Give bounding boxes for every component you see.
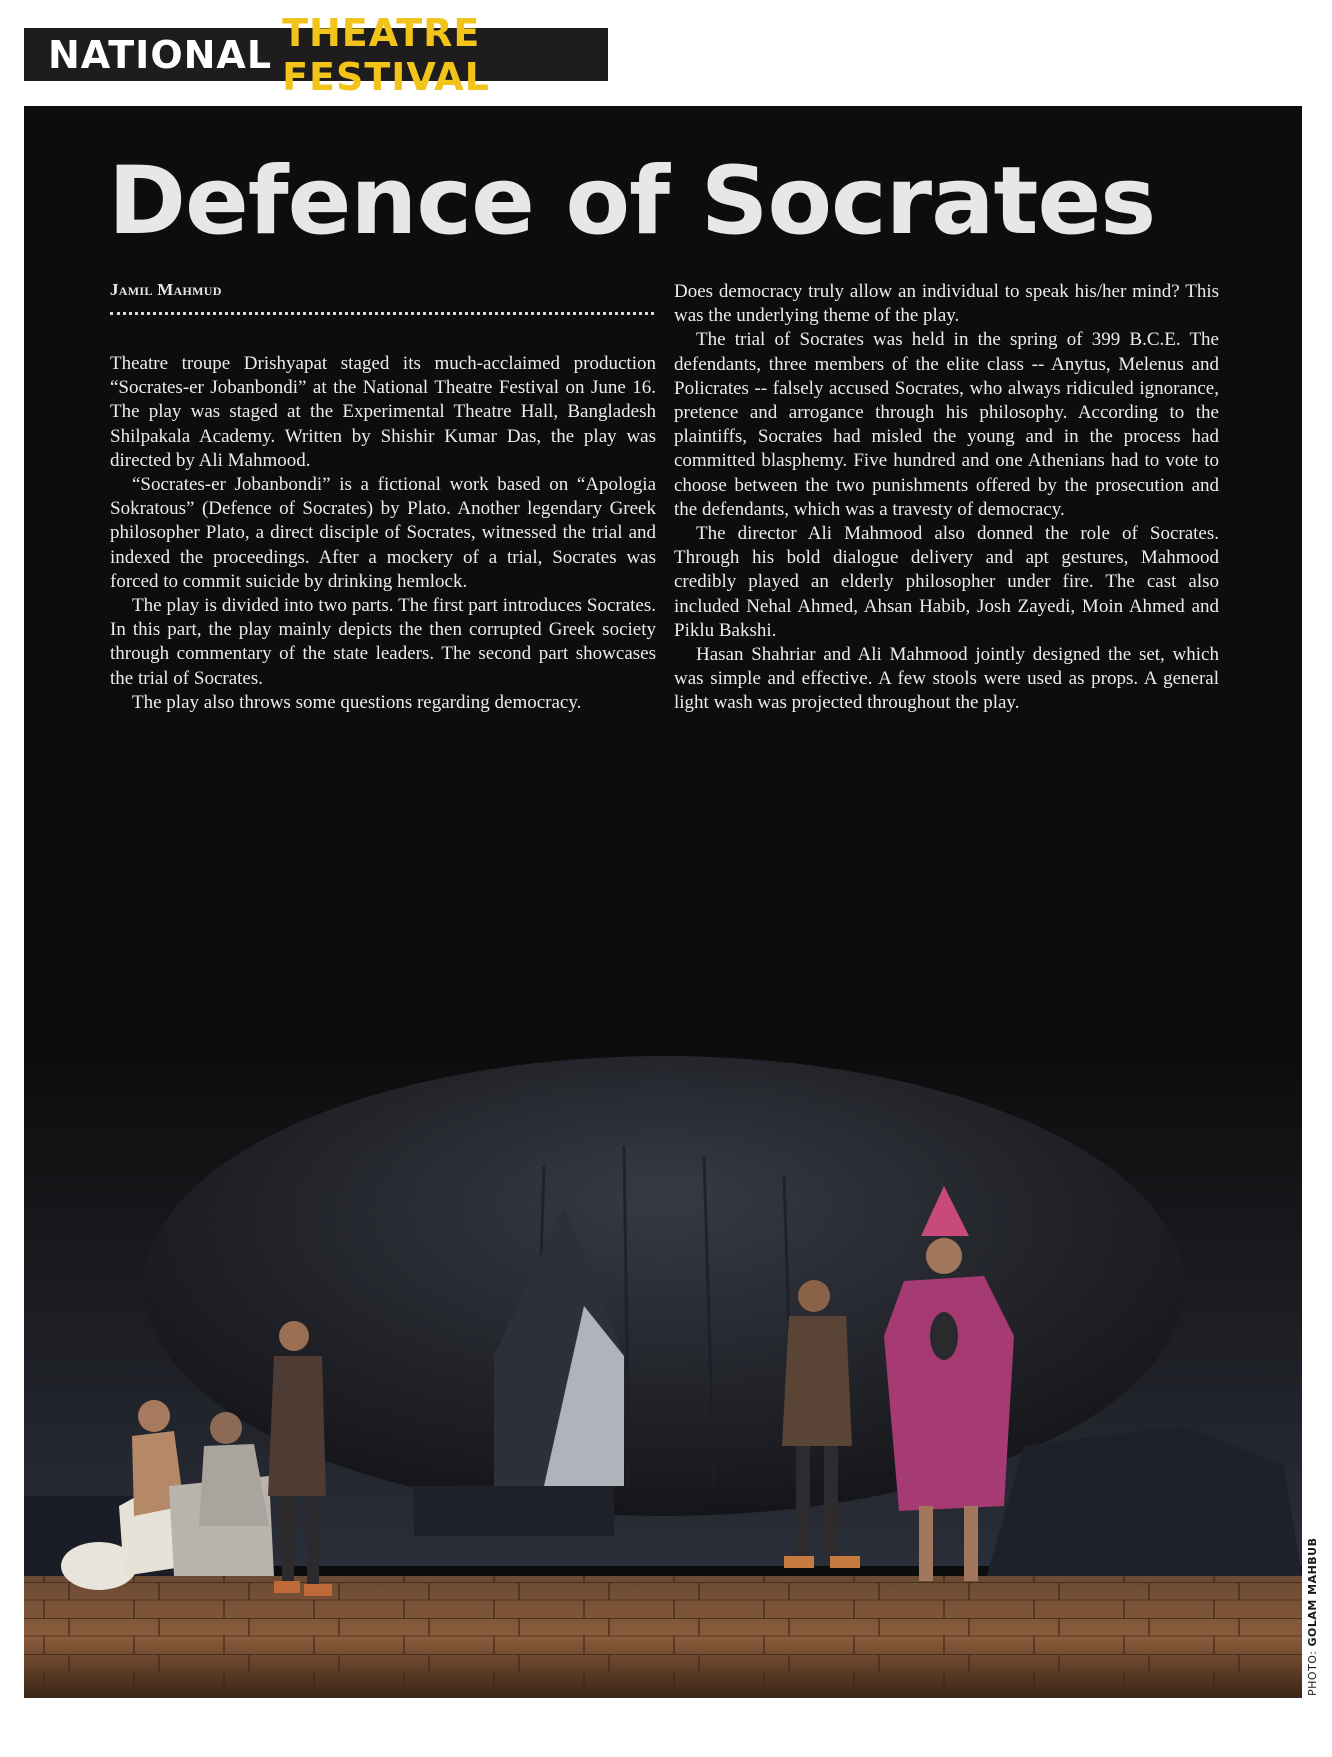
photo-credit-name: GOLAM MAHBUB bbox=[1306, 1537, 1319, 1647]
paragraph: Theatre troupe Drishyapat staged its much-acclaimed production “Socrates-er Jobanbondi” at the National Theatre Festival on June 16. The play was staged at the Experimental Theatre Hall, Bangladesh Shilpakala Academy. Written by Shishir Kumar Das, the play was directed by Ali Mahmood. bbox=[110, 353, 656, 471]
paragraph: The play also throws some questions regarding democracy. bbox=[132, 691, 582, 713]
paragraph: Hasan Shahriar and Ali Mahmood jointly designed the set, which was simple and effective. A few stools were used as props. A general light wash was projected throughout the play. bbox=[674, 644, 1219, 714]
byline-divider bbox=[110, 312, 654, 315]
article-headline: Defence of Socrates bbox=[108, 147, 1156, 256]
byline: Jamil Mahmud bbox=[110, 280, 222, 299]
paragraph: The trial of Socrates was held in the spring of 399 B.C.E. The defendants, three members of the elite class -- Anytus, Melenus and Policrates -- falsely accused Socrates, who always ridiculed ignorance, pretence and arrogance through his philosophy. According to the plaintiffs, Socrates had misled the young and in the process had committed blasphemy. Five hundred and one Athenians had to vote to choose between the two punishments offered by the prosecution and the defendants, which was a travesty of democracy. bbox=[674, 329, 1219, 520]
paragraph: The director Ali Mahmood also donned the role of Socrates. Through his bold dialogue delivery and apt gestures, Mahmood credibly played an elderly philosopher under fire. The cast also included Nehal Ahmed, Ahsan Habib, Josh Zayedi, Moin Ahmed and Piklu Bakshi. bbox=[674, 523, 1219, 641]
photo-credit bbox=[1306, 1538, 1319, 1697]
article-column-left bbox=[110, 352, 656, 715]
paragraph: Does democracy truly allow an individual to speak his/her mind? This was the underlying theme of the play. bbox=[674, 281, 1219, 327]
paragraph: The play is divided into two parts. The first part introduces Socrates. In this part, the play mainly depicts the then corrupted Greek society through commentary of the state leaders. The second part showcases the trial of Socrates. bbox=[110, 595, 656, 689]
article-panel bbox=[24, 106, 1302, 1698]
photo-credit-label: PHOTO: bbox=[1306, 1650, 1319, 1696]
paragraph: “Socrates-er Jobanbondi” is a fictional work based on “Apologia Sokratous” (Defence of Socrates) by Plato. Another legendary Greek philosopher Plato, a direct disciple of Socrates, witnessed the trial and indexed the proceedings. After a mockery of a trial, Socrates was forced to commit suicide by drinking hemlock. bbox=[110, 474, 656, 592]
section-label-primary: NATIONAL bbox=[48, 32, 273, 77]
section-label-accent: THEATRE FESTIVAL bbox=[282, 10, 490, 99]
article-column-right bbox=[674, 280, 1219, 716]
section-banner bbox=[24, 10, 608, 99]
